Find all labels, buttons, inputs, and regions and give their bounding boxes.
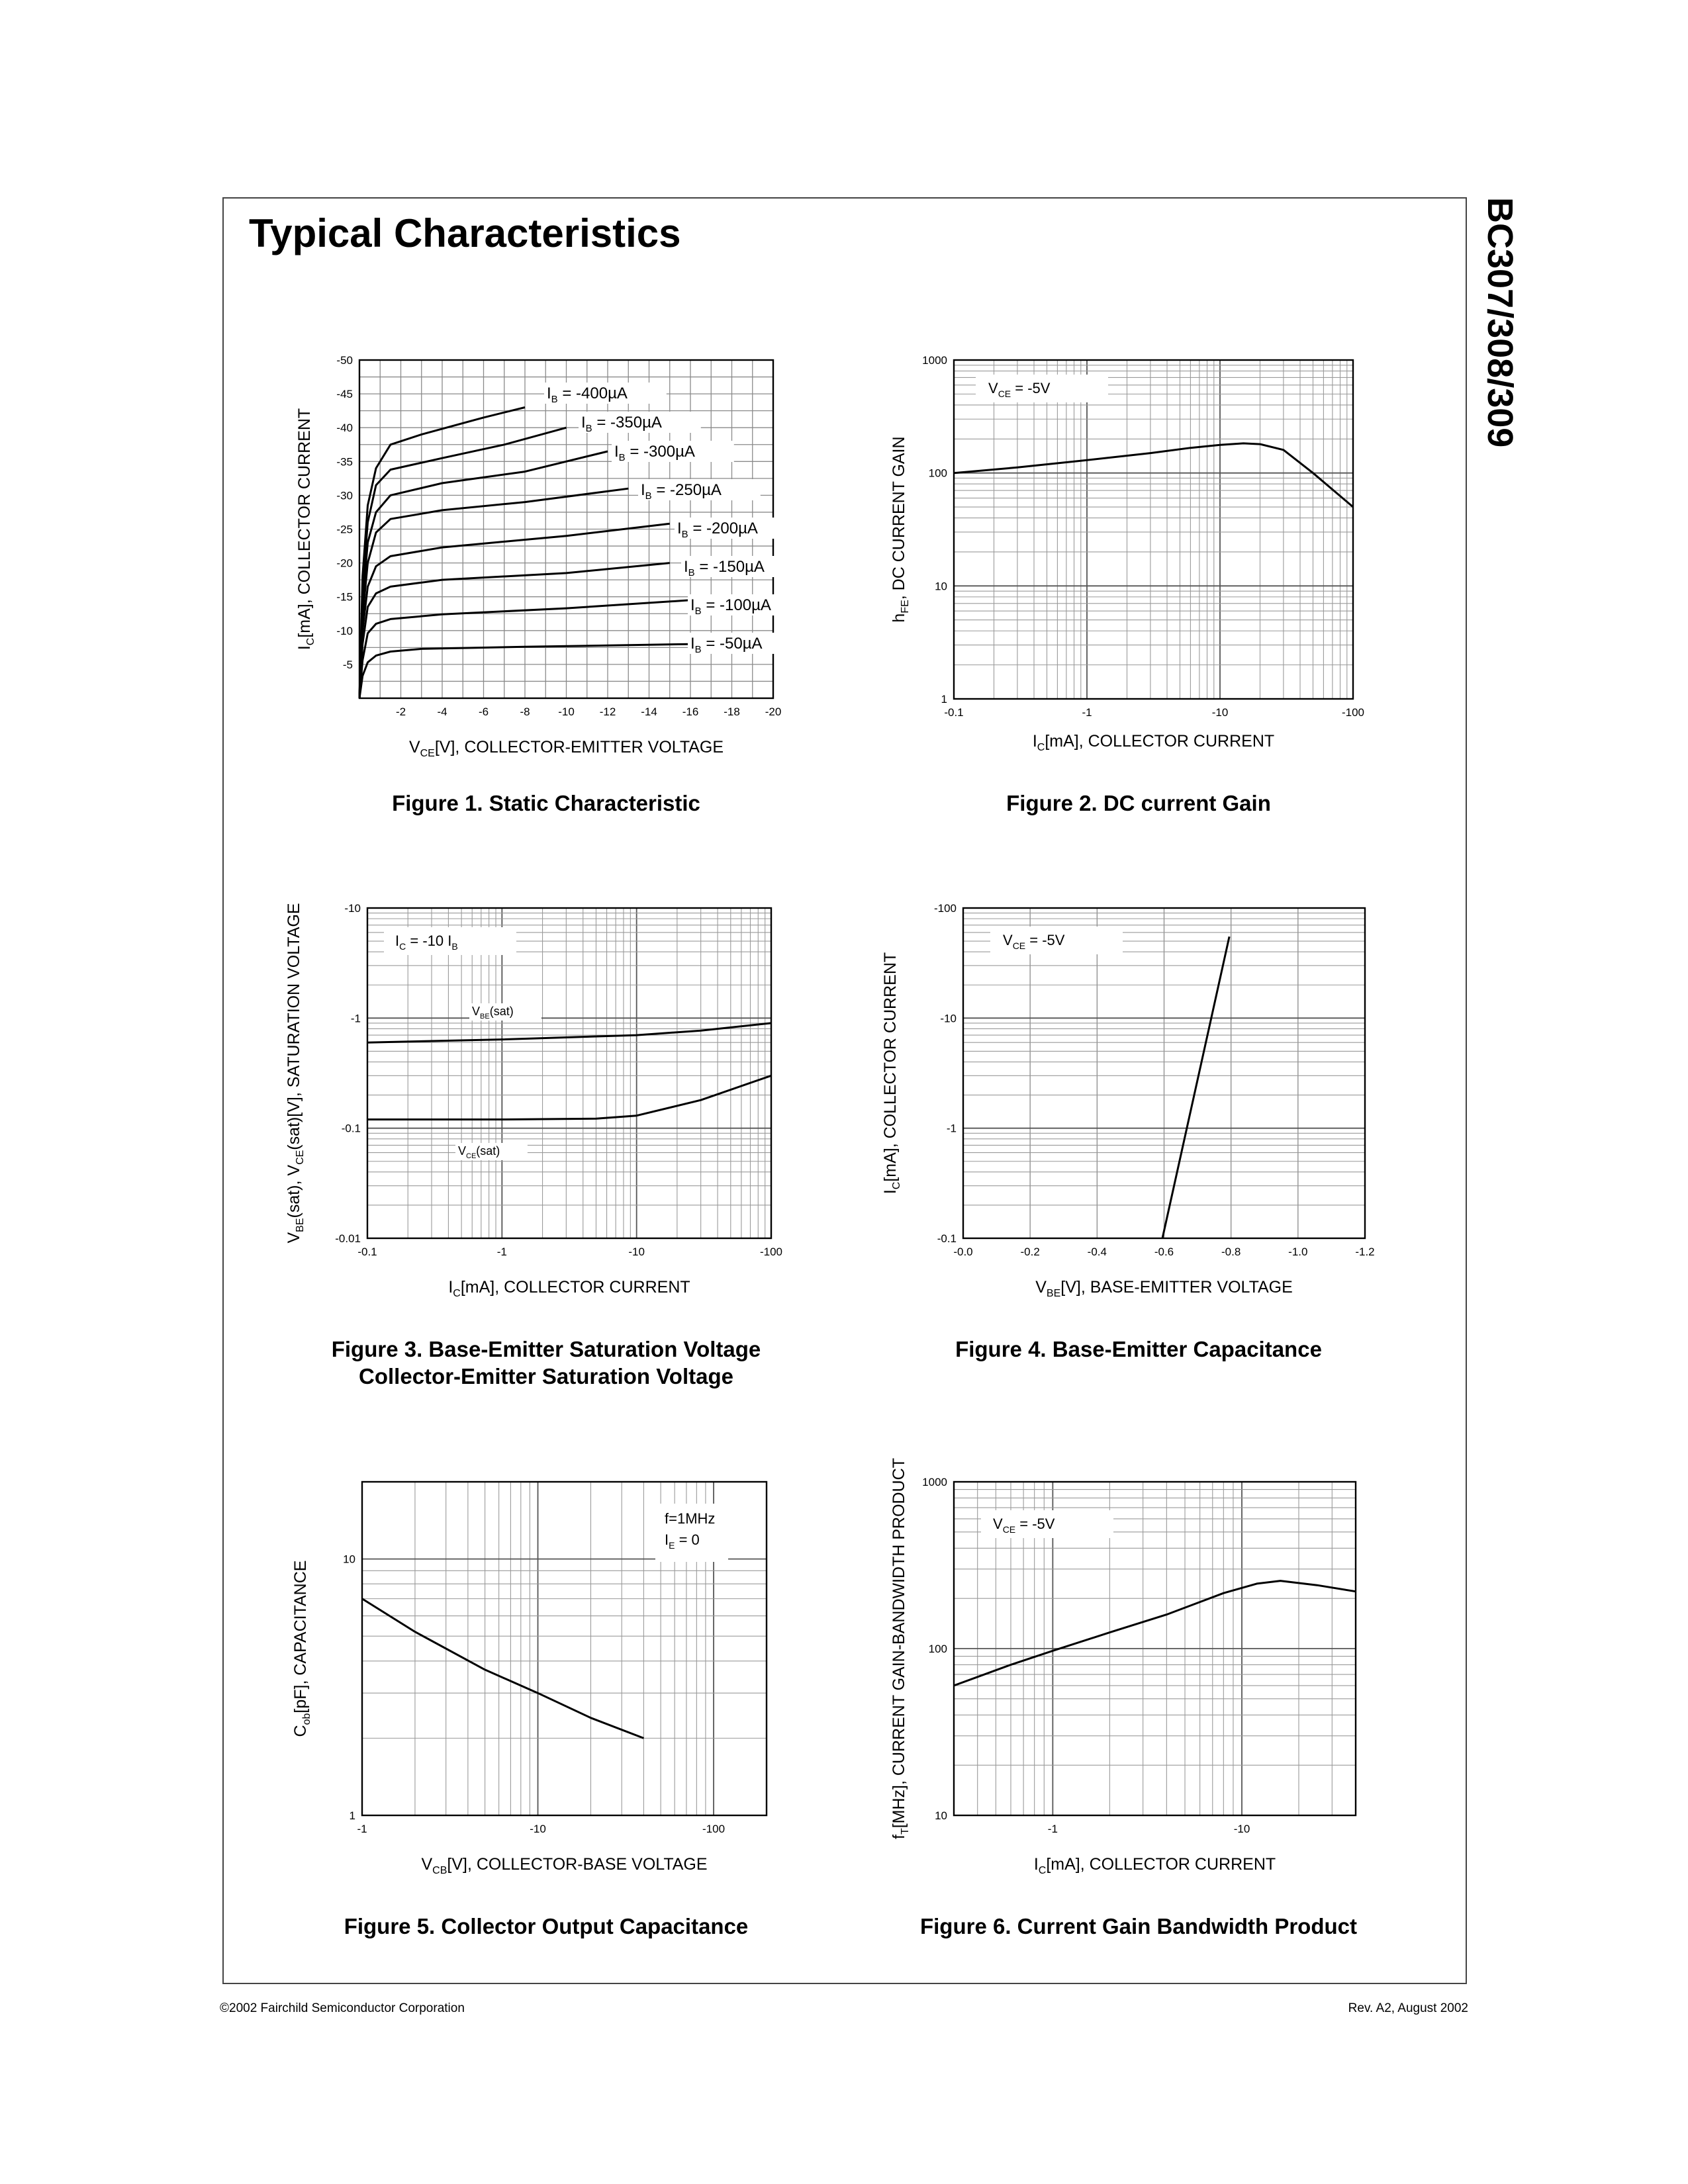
figure-5-caption: Figure 5. Collector Output Capacitance [344,1914,749,1938]
y-tick-label: -5 [342,658,353,671]
chart-annotation-line: $I_E = 0$ [665,1531,700,1551]
x-tick-label: -0.2 [1020,1246,1040,1258]
y-axis-label: $h_{FE}$, DC CURRENT GAIN [890,436,911,623]
x-tick-label: -100 [702,1823,726,1835]
figure-6-caption: Figure 6. Current Gain Bandwidth Product [919,1914,1358,1938]
y-tick-label: 1000 [922,1476,947,1488]
y-tick-label: -25 [336,523,353,536]
y-axis-label: $V_{BE}(sat)$, $V_{CE}(sat)[V]$, SATURATION VOLTAGE [285,903,306,1244]
y-tick-label: -10 [344,902,361,915]
y-axis-label: $I_C[mA]$, COLLECTOR CURRENT [295,408,316,651]
x-tick-label: -100 [1341,706,1365,719]
series-label: $V_{CE}(sat)$ [458,1144,500,1160]
x-tick-label: -12 [599,705,616,718]
x-tick-label: -1.2 [1355,1246,1375,1258]
x-tick-label: -0.1 [357,1246,377,1258]
x-tick-label: -2 [395,705,406,718]
x-tick-label: -20 [765,705,782,718]
y-tick-label: -35 [336,455,353,469]
y-tick-label: 100 [928,467,947,480]
y-tick-label: -10 [336,624,353,637]
x-tick-label: -4 [437,705,447,718]
x-tick-label: -6 [478,705,489,718]
y-tick-label: -0.01 [335,1232,361,1245]
series-label: $V_{BE}(sat)$ [472,1005,514,1021]
x-tick-label: -10 [1233,1823,1250,1835]
chart-annotation: $I_C = -10$ $I_B$ [395,933,458,952]
x-axis-label: $I_C[mA]$, COLLECTOR CURRENT [1032,732,1275,753]
x-tick-label: -0.4 [1087,1246,1107,1258]
chart-annotation-line: f=1MHz [665,1510,716,1527]
y-tick-label: -10 [940,1012,957,1025]
x-tick-label: -100 [759,1246,783,1258]
y-tick-label: -20 [336,557,353,570]
y-tick-label: -40 [336,422,353,435]
x-axis-label: $V_{CB}[V]$, COLLECTOR-BASE VOLTAGE [421,1855,708,1876]
figure-3-caption-line-2: Collector-Emitter Saturation Voltage [359,1364,733,1388]
series-label: $I_B = -150\mu A$ [684,558,765,578]
x-axis-label: $V_{BE}[V]$, BASE-EMITTER VOLTAGE [1035,1278,1293,1299]
footer-revision: Rev. A2, August 2002 [1348,2001,1468,2015]
x-tick-label: -1 [496,1246,507,1258]
y-tick-label: 1000 [922,354,947,367]
series-label: $I_B = -200\mu A$ [677,520,758,540]
y-tick-label: 1 [349,1809,355,1822]
y-tick-label: -15 [336,590,353,604]
figure-3-caption [215,1336,877,1390]
x-tick-label: -1 [357,1823,367,1835]
footer-copyright: ©2002 Fairchild Semiconductor Corporation [220,2001,465,2015]
series-label: $I_B = -400\mu A$ [547,385,628,405]
x-tick-label: -0.6 [1154,1246,1174,1258]
series-label: $I_B = -300\mu A$ [614,443,695,463]
x-tick-label: -10 [628,1246,645,1258]
y-tick-label: -50 [336,354,353,367]
x-tick-label: -0.0 [953,1246,973,1258]
y-tick-label: 100 [928,1643,947,1655]
x-axis-label: $V_{CE}[V]$, COLLECTOR-EMITTER VOLTAGE [408,738,724,759]
x-tick-label: -8 [520,705,530,718]
x-tick-label: -0.8 [1221,1246,1241,1258]
figure-2-caption: Figure 2. DC current Gain [1006,791,1271,815]
y-tick-label: -1 [350,1012,361,1025]
x-tick-label: -0.1 [944,706,964,719]
y-tick-label: -0.1 [341,1122,361,1135]
x-tick-label: -1 [1082,706,1092,719]
y-axis-label: $C_{ob}[pF]$, CAPACITANCE [291,1560,312,1737]
figure-1-caption: Figure 1. Static Characteristic [392,791,700,815]
figure-4-caption: Figure 4. Base-Emitter Capacitance [955,1337,1322,1361]
x-tick-label: -1 [1047,1823,1058,1835]
page-heading: Typical Characteristics [249,211,681,255]
chart-annotation: $V_{CE} = -5V$ [993,1516,1055,1535]
series-label: $I_B = -100\mu A$ [690,596,771,617]
x-tick-label: -18 [724,705,740,718]
y-tick-label: -45 [336,388,353,401]
x-tick-label: -10 [1211,706,1229,719]
y-axis-label: $I_C[mA]$, COLLECTOR CURRENT [881,952,902,1195]
series-label: $I_B = -250\mu A$ [641,481,722,502]
part-number-text: BC307/308/309 [1480,197,1520,448]
y-tick-label: 10 [343,1553,355,1566]
x-tick-label: -10 [558,705,575,718]
y-tick-label: 1 [941,693,947,705]
y-axis-label: $f_T[MHz]$, CURRENT GAIN-BANDWIDTH PRODUCT [890,1458,911,1839]
series-label: $I_B = -350\mu A$ [581,414,662,434]
x-tick-label: -10 [530,1823,546,1835]
chart-annotation: $V_{CE} = -5V$ [988,380,1051,399]
x-tick-label: -16 [682,705,699,718]
y-tick-label: -100 [933,902,957,915]
x-axis-label: $I_C[mA]$, COLLECTOR CURRENT [1033,1855,1276,1876]
y-tick-label: -0.1 [937,1232,957,1245]
figure-3-caption-line-1: Figure 3. Base-Emitter Saturation Voltage [331,1337,761,1361]
y-tick-label: 10 [935,1809,947,1822]
chart-annotation: $V_{CE} = -5V$ [1003,932,1065,951]
x-tick-label: -1.0 [1288,1246,1308,1258]
y-tick-label: -30 [336,489,353,502]
y-tick-label: 10 [935,580,947,593]
series-label: $I_B = -50\mu A$ [690,635,763,655]
x-tick-label: -14 [641,705,657,718]
series-line-1 [954,1581,1356,1686]
x-axis-label: $I_C[mA]$, COLLECTOR CURRENT [448,1278,690,1299]
y-tick-label: -1 [946,1122,957,1135]
